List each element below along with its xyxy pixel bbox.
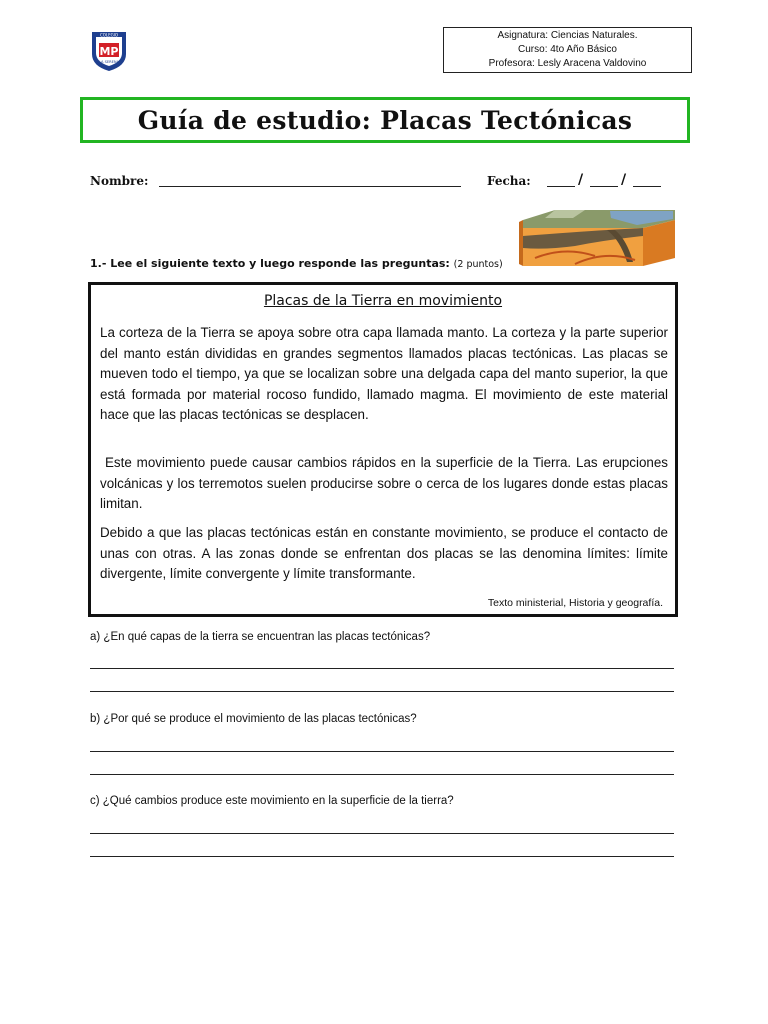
answer-line[interactable]: [90, 691, 674, 692]
date-day-line[interactable]: [547, 186, 575, 187]
answer-line[interactable]: [90, 668, 674, 669]
date-separator: /: [621, 172, 627, 188]
logo-top-text: COLEGIO: [99, 32, 119, 38]
date-label: Fecha:: [487, 174, 531, 188]
logo-monogram: MP: [99, 45, 119, 58]
reading-text-box: [88, 282, 678, 617]
title-box: [80, 97, 690, 143]
reading-title: Placas de la Tierra en movimiento: [263, 293, 503, 309]
date-month-line[interactable]: [590, 186, 618, 187]
date-separator: /: [578, 172, 584, 188]
question-1-instructions: [90, 257, 503, 270]
reading-source: Texto ministerial, Historia y geografía.: [487, 597, 663, 609]
date-year-line[interactable]: [633, 186, 661, 187]
answer-line[interactable]: [90, 774, 674, 775]
reading-paragraph-3: Debido a que las placas tectónicas están en constante movimiento, se produce el contacto de unas con otras. A las zonas donde se enfrentan dos placas se las denomina límites: límite divergente, límite convergente y límite transformante.: [100, 525, 668, 581]
question-1-text: 1.- Lee el siguiente texto y luego responde las preguntas:: [90, 257, 450, 270]
answer-line[interactable]: [90, 833, 674, 834]
page-title: Guía de estudio: Placas Tectónicas: [137, 105, 633, 135]
question-b: b) ¿Por qué se produce el movimiento de las placas tectónicas?: [90, 713, 417, 725]
answer-line[interactable]: [90, 751, 674, 752]
name-field-line[interactable]: [159, 186, 461, 187]
question-c: c) ¿Qué cambios produce este movimiento en la superficie de la tierra?: [90, 795, 454, 807]
logo-bottom-text: LA SERENA: [98, 60, 120, 64]
reading-paragraph-1: La corteza de la Tierra se apoya sobre otra capa llamada manto. La corteza y la parte superior del manto están divididas en grandes segmentos llamados placas tectónicas. Las placas se mueven todo el tiempo, ya que se localizan sobre una delgada capa del manto superior, la que está formada por material rocoso fundido, llamado magma. El movimiento de este material hace que las placas tectónicas se desplacen.: [100, 325, 668, 422]
tectonic-plate-cross-section-icon: [515, 206, 679, 270]
course-text: Curso: 4to Año Básico: [518, 44, 617, 55]
answer-line[interactable]: [90, 856, 674, 857]
course-info-box: [443, 27, 692, 73]
name-label: Nombre:: [90, 174, 149, 188]
subject-text: Asignatura: Ciencias Naturales.: [497, 30, 638, 41]
question-1-points: (2 puntos): [453, 259, 503, 270]
question-a: a) ¿En qué capas de la tierra se encuentran las placas tectónicas?: [90, 631, 431, 643]
teacher-text: Profesora: Lesly Aracena Valdovino: [488, 58, 647, 69]
school-logo: [88, 30, 130, 72]
reading-paragraph-2: Este movimiento puede causar cambios rápidos en la superficie de la Tierra. Las erupciones volcánicas y los terremotos suelen producirse sobre o cerca de los lugares donde estas placas limitan.: [100, 455, 668, 511]
